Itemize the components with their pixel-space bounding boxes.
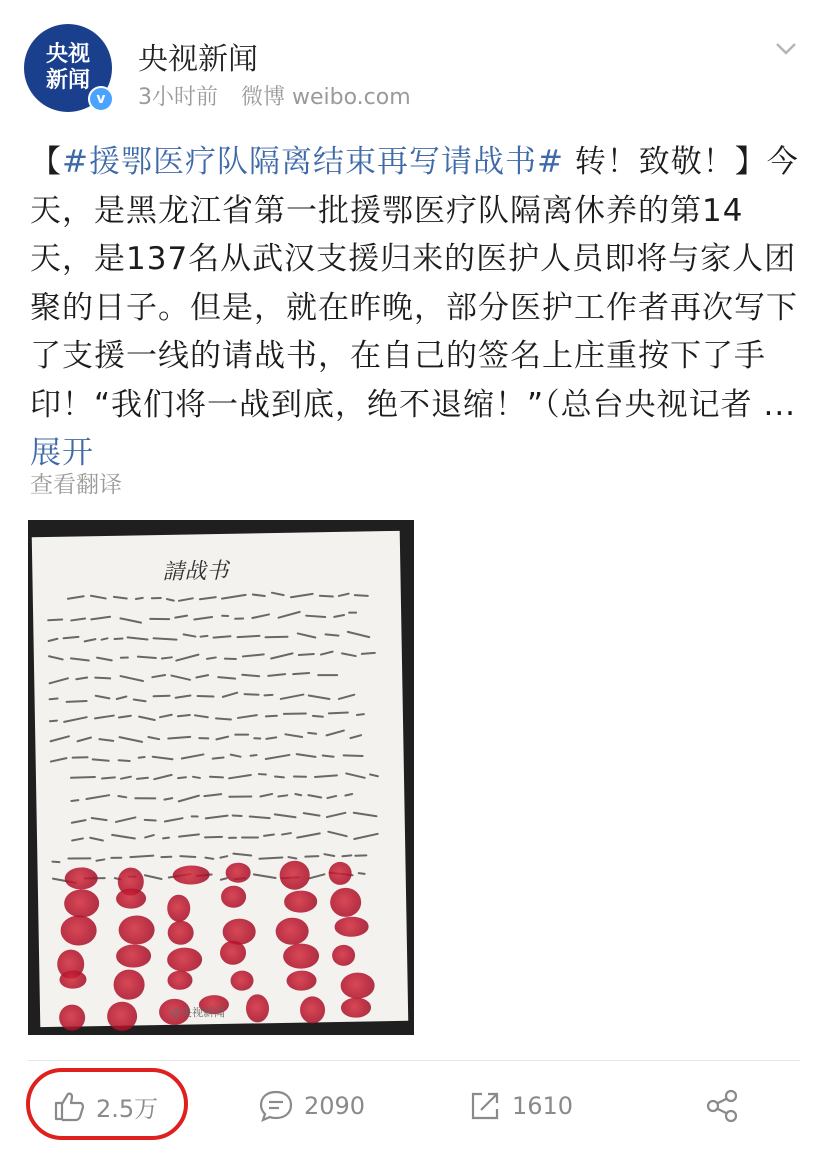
handwriting-stroke xyxy=(47,638,58,643)
fingerprint xyxy=(168,970,193,990)
handwriting-stroke xyxy=(234,617,244,619)
handwriting-stroke xyxy=(198,737,209,739)
handwriting-stroke xyxy=(47,618,63,621)
handwriting-stroke xyxy=(314,774,338,778)
handwriting-stroke xyxy=(204,856,214,859)
handwriting-stroke xyxy=(265,635,289,637)
handwriting-stroke xyxy=(96,656,113,661)
handwriting-stroke xyxy=(270,652,294,660)
handwriting-stroke xyxy=(144,874,163,880)
handwriting-stroke xyxy=(153,773,173,780)
fingerprint xyxy=(231,971,254,992)
fingerprint xyxy=(64,867,98,890)
handwriting-stroke xyxy=(67,858,91,860)
fingerprint xyxy=(59,1004,85,1030)
fingerprint xyxy=(63,889,99,918)
handwriting-stroke xyxy=(132,698,146,702)
handwriting-stroke xyxy=(204,793,223,797)
fingerprint xyxy=(107,1001,137,1031)
handwriting-stroke xyxy=(118,759,132,762)
handwriting-stroke xyxy=(147,735,161,740)
fingerprint xyxy=(116,888,146,908)
post-header xyxy=(0,0,828,120)
comment-icon xyxy=(258,1089,294,1123)
handwriting-stroke xyxy=(197,695,215,698)
handwriting-stroke xyxy=(221,692,238,699)
handwriting-stroke xyxy=(279,694,304,701)
handwriting-stroke xyxy=(70,776,96,779)
handwriting-stroke xyxy=(193,616,213,621)
handwriting-stroke xyxy=(249,815,271,819)
handwriting-stroke xyxy=(296,632,316,638)
handwriting-stroke xyxy=(99,738,115,742)
handwriting-stroke xyxy=(211,757,224,760)
handwriting-stroke xyxy=(50,757,68,763)
handwriting-stroke xyxy=(89,836,104,841)
fingerprint xyxy=(220,941,246,965)
handwriting-stroke xyxy=(274,813,297,818)
handwriting-stroke xyxy=(151,674,167,679)
fingerprint xyxy=(279,860,310,889)
handwriting-stroke xyxy=(178,597,194,602)
handwriting-stroke xyxy=(70,799,79,802)
post-source: 微博 weibo.com xyxy=(241,85,411,110)
handwriting-stroke xyxy=(250,754,258,757)
handwriting-stroke xyxy=(153,637,178,640)
fingerprint xyxy=(330,887,361,917)
handwriting-stroke xyxy=(204,815,228,820)
handwriting-stroke xyxy=(91,615,112,620)
handwriting-stroke xyxy=(295,753,316,758)
handwriting-stroke xyxy=(369,773,379,777)
handwriting-stroke xyxy=(320,651,334,656)
handwriting-stroke xyxy=(200,634,209,637)
fingerprint xyxy=(114,969,145,999)
handwriting-stroke xyxy=(341,854,352,857)
handwriting-stroke xyxy=(178,834,200,838)
handwriting-stroke xyxy=(101,776,116,779)
handwriting-stroke xyxy=(212,635,231,639)
handwriting-stroke xyxy=(95,677,112,680)
handwriting-stroke xyxy=(307,794,322,799)
handwriting-stroke xyxy=(258,773,267,775)
post-meta xyxy=(138,80,427,111)
handwriting-stroke xyxy=(167,735,191,739)
handwriting-stroke xyxy=(243,693,259,696)
handwriting-stroke xyxy=(162,836,171,839)
post-text xyxy=(30,138,800,478)
fingerprint xyxy=(118,915,154,945)
handwriting-stroke xyxy=(70,617,86,621)
handwriting-stroke xyxy=(289,593,313,599)
handwriting-stroke xyxy=(83,638,96,643)
handwriting-stroke xyxy=(283,713,307,715)
handwriting-stroke xyxy=(234,734,249,736)
handwriting-stroke xyxy=(163,797,173,801)
handwriting-stroke xyxy=(259,793,273,798)
handwriting-stroke xyxy=(308,873,326,880)
fingerprint xyxy=(334,917,369,937)
handwriting-stroke xyxy=(217,676,236,680)
post-image[interactable] xyxy=(28,520,414,1035)
handwriting-stroke xyxy=(328,712,349,715)
handwriting-stroke xyxy=(144,834,155,839)
handwriting-stroke xyxy=(95,695,111,700)
handwriting-stroke xyxy=(265,715,278,718)
handwriting-stroke xyxy=(194,714,210,718)
letter-title: 請战书 xyxy=(162,558,229,585)
handwriting-stroke xyxy=(215,735,229,740)
hashtag-link[interactable]: #援鄂医疗队隔离结束再写请战书# xyxy=(62,144,564,180)
username[interactable]: 央视新闻 xyxy=(138,42,258,77)
handwriting-stroke xyxy=(90,595,107,600)
handwriting-stroke xyxy=(237,635,261,638)
like-highlight-circle xyxy=(26,1068,188,1140)
handwriting-stroke xyxy=(150,617,171,619)
handwriting-stroke xyxy=(110,857,122,859)
handwriting-stroke xyxy=(277,611,301,619)
handwriting-stroke xyxy=(325,729,345,736)
handwriting-stroke xyxy=(199,596,217,600)
like-count: 2.5万 xyxy=(96,1094,159,1123)
handwriting-stroke xyxy=(281,832,292,836)
handwriting-stroke xyxy=(298,653,315,656)
handwriting-stroke xyxy=(111,834,136,840)
fingerprint xyxy=(329,861,353,884)
handwriting-stroke xyxy=(342,754,363,757)
handwriting-stroke xyxy=(267,673,286,677)
handwriting-stroke xyxy=(356,713,365,716)
handwriting-stroke xyxy=(252,593,266,597)
handwriting-stroke xyxy=(49,719,58,722)
post-time: 3小时前 xyxy=(138,85,218,110)
handwriting-stroke xyxy=(338,592,350,597)
handwriting-stroke xyxy=(181,753,205,759)
verified-badge-icon: v xyxy=(88,86,114,112)
handwriting-stroke xyxy=(287,856,297,860)
handwriting-stroke xyxy=(135,797,157,799)
handwriting-stroke xyxy=(357,872,365,875)
handwriting-stroke xyxy=(326,795,337,799)
handwriting-stroke xyxy=(118,715,132,719)
handwriting-stroke xyxy=(136,777,149,780)
handwriting-stroke xyxy=(151,597,162,599)
handwriting-stroke xyxy=(159,714,173,719)
handwriting-stroke xyxy=(48,677,69,684)
repost-button[interactable] xyxy=(468,1088,573,1124)
handwriting-stroke xyxy=(48,655,64,661)
handwriting-stroke xyxy=(355,855,368,857)
handwriting-stroke xyxy=(114,637,124,640)
fingerprint xyxy=(59,971,86,990)
handwriting-stroke xyxy=(192,776,202,779)
handwriting-stroke xyxy=(307,694,330,700)
handwriting-stroke xyxy=(292,672,310,675)
handwriting-stroke xyxy=(114,816,136,823)
post-body: 转！致敬！】今天，是黑龙江省第一批援鄂医疗队隔离休养的第14天，是137名从武汉支援归来的医护人员即将与家人团聚的日子。但是，就在昨晚，部分医护工作者再次写下了支援一线的请战书，在自己的签名上庄重按下了手印！“我们将一战到底，绝不退缩！”（总台央视记者 ... xyxy=(30,144,799,423)
handwriting-stroke xyxy=(345,772,366,779)
handwriting-stroke xyxy=(324,633,340,636)
handwriting-stroke xyxy=(231,815,242,818)
handwriting-stroke xyxy=(177,714,191,717)
image-watermark: @央视新闻 xyxy=(170,1006,225,1019)
handwriting-stroke xyxy=(221,615,229,617)
fingerprint xyxy=(332,944,355,966)
handwriting-stroke xyxy=(322,755,335,758)
handwriting-stroke xyxy=(294,793,302,797)
handwriting-stroke xyxy=(325,812,346,819)
handwriting-stroke xyxy=(137,655,157,658)
handwriting-stroke xyxy=(151,756,173,761)
handwriting-stroke xyxy=(164,817,184,823)
handwriting-stroke xyxy=(117,795,128,799)
handwriting-stroke xyxy=(274,776,286,779)
handwriting-stroke xyxy=(118,736,143,743)
handwriting-stroke xyxy=(92,758,110,762)
handwriting-stroke xyxy=(160,855,173,857)
comment-count: 2090 xyxy=(304,1092,366,1120)
handwriting-stroke xyxy=(305,614,326,617)
handwriting-stroke xyxy=(230,754,243,758)
handwriting-stroke xyxy=(307,732,318,735)
handwriting-stroke xyxy=(205,656,216,660)
fingerprint xyxy=(167,894,190,922)
handwriting-stroke xyxy=(360,652,375,655)
handwriting-stroke xyxy=(177,794,199,802)
translate-link[interactable]: 查看翻译 xyxy=(30,472,122,498)
handwriting-stroke xyxy=(160,656,172,659)
handwriting-stroke xyxy=(67,596,85,601)
handwriting-stroke xyxy=(94,715,115,720)
fingerprint xyxy=(60,915,97,945)
handwriting-stroke xyxy=(220,856,229,860)
handwriting-stroke xyxy=(266,736,278,740)
handwriting-stroke xyxy=(341,652,357,657)
handwriting-stroke xyxy=(138,716,156,722)
handwriting-stroke xyxy=(72,757,89,759)
fingerprint xyxy=(167,947,203,972)
handwriting-stroke xyxy=(143,819,156,822)
handwriting-stroke xyxy=(138,755,146,758)
handwriting-stroke xyxy=(317,674,338,676)
handwriting-stroke xyxy=(242,653,265,657)
handwriting-stroke xyxy=(292,775,306,777)
handwriting-stroke xyxy=(135,597,145,600)
handwriting-stroke xyxy=(49,735,70,742)
fingerprint xyxy=(299,996,325,1024)
fingerprint xyxy=(168,921,194,946)
handwriting-stroke xyxy=(333,614,345,618)
handwriting-stroke xyxy=(70,657,90,661)
fingerprint xyxy=(221,886,246,908)
handwriting-stroke xyxy=(337,693,355,700)
handwriting-stroke xyxy=(303,812,321,817)
handwriting-stroke xyxy=(327,831,348,838)
handwriting-stroke xyxy=(258,856,283,859)
text-bracket: 【 xyxy=(30,144,62,180)
handwriting-stroke xyxy=(204,836,223,838)
share-icon xyxy=(704,1088,740,1124)
handwriting-stroke xyxy=(228,837,237,839)
handwriting-stroke xyxy=(285,733,304,738)
handwriting-stroke xyxy=(129,855,154,859)
handwriting-stroke xyxy=(271,592,285,597)
fingerprint xyxy=(283,943,319,969)
share-button[interactable] xyxy=(704,1088,750,1124)
expand-link[interactable]: 展开 xyxy=(30,435,94,471)
handwriting-stroke xyxy=(228,796,252,798)
handwriting-stroke xyxy=(76,736,92,742)
handwriting-stroke xyxy=(277,794,288,798)
handwriting-stroke xyxy=(223,657,237,659)
handwriting-stroke xyxy=(304,855,319,858)
handwriting xyxy=(32,531,400,537)
handwriting-stroke xyxy=(349,734,362,739)
handwriting-stroke xyxy=(296,832,321,839)
handwriting-stroke xyxy=(170,675,191,682)
handwriting-stroke xyxy=(96,859,106,863)
handwriting-stroke xyxy=(115,695,128,700)
fingerprints xyxy=(32,531,400,537)
handwriting-stroke xyxy=(353,594,368,597)
divider xyxy=(28,1060,800,1061)
handwriting-stroke xyxy=(75,677,88,681)
handwriting-stroke xyxy=(177,776,187,779)
handwriting-stroke xyxy=(113,596,129,600)
handwriting-stroke xyxy=(63,716,88,723)
handwriting-stroke xyxy=(191,816,199,818)
handwriting-stroke xyxy=(253,873,277,879)
handwriting-stroke xyxy=(209,776,224,779)
handwriting-stroke xyxy=(179,855,196,858)
fingerprint xyxy=(287,970,318,991)
handwriting-stroke xyxy=(71,819,87,824)
handwriting-stroke xyxy=(253,737,261,739)
petition-letter xyxy=(32,531,408,1027)
handwriting-stroke xyxy=(174,615,188,619)
fingerprint xyxy=(340,972,375,999)
handwriting-stroke xyxy=(263,834,276,838)
handwriting-stroke xyxy=(49,697,59,700)
handwriting-stroke xyxy=(221,594,247,600)
handwriting-stroke xyxy=(319,595,334,598)
handwriting-stroke xyxy=(119,674,144,681)
handwriting-stroke xyxy=(232,853,253,857)
fingerprint xyxy=(172,865,210,885)
handwriting-stroke xyxy=(241,673,260,677)
handwriting-stroke xyxy=(347,631,371,639)
handwriting-stroke xyxy=(237,714,258,719)
handwriting-stroke xyxy=(62,636,79,640)
repost-icon xyxy=(468,1089,502,1123)
handwriting-stroke xyxy=(241,836,259,838)
handwriting-stroke xyxy=(215,717,232,720)
handwriting-stroke xyxy=(348,612,357,614)
fingerprint xyxy=(341,998,372,1018)
handwriting-stroke xyxy=(353,811,378,817)
handwriting-stroke xyxy=(265,754,291,760)
handwriting-stroke xyxy=(312,715,324,718)
repost-count: 1610 xyxy=(512,1092,574,1120)
handwriting-stroke xyxy=(195,674,209,679)
handwriting-stroke xyxy=(344,792,353,796)
handwriting-stroke xyxy=(101,638,109,642)
handwriting-stroke xyxy=(66,700,88,703)
handwriting-stroke xyxy=(86,794,111,800)
handwriting-stroke xyxy=(263,694,273,697)
handwriting-stroke xyxy=(165,598,174,602)
fingerprint xyxy=(246,994,269,1023)
avatar-logo: 央视 新闻 xyxy=(45,42,90,93)
handwriting-stroke xyxy=(120,775,133,779)
comment-button[interactable] xyxy=(258,1088,365,1124)
fingerprint xyxy=(225,863,251,883)
handwriting-stroke xyxy=(251,613,270,619)
handwriting-stroke xyxy=(120,657,129,659)
chevron-down-icon[interactable] xyxy=(774,36,798,60)
handwriting-stroke xyxy=(119,617,142,624)
handwriting-stroke xyxy=(228,774,252,780)
handwriting-stroke xyxy=(71,837,84,841)
handwriting-stroke xyxy=(175,653,200,661)
handwriting-stroke xyxy=(153,695,171,698)
handwriting-stroke xyxy=(51,860,60,863)
fingerprint xyxy=(284,891,317,913)
fingerprint xyxy=(116,944,151,967)
handwriting-stroke xyxy=(353,832,378,839)
fingerprint xyxy=(276,918,309,945)
handwriting-stroke xyxy=(323,853,335,857)
handwriting-stroke xyxy=(174,695,191,700)
handwriting-stroke xyxy=(90,817,107,821)
handwriting-stroke xyxy=(127,636,149,640)
handwriting-stroke xyxy=(182,634,197,639)
